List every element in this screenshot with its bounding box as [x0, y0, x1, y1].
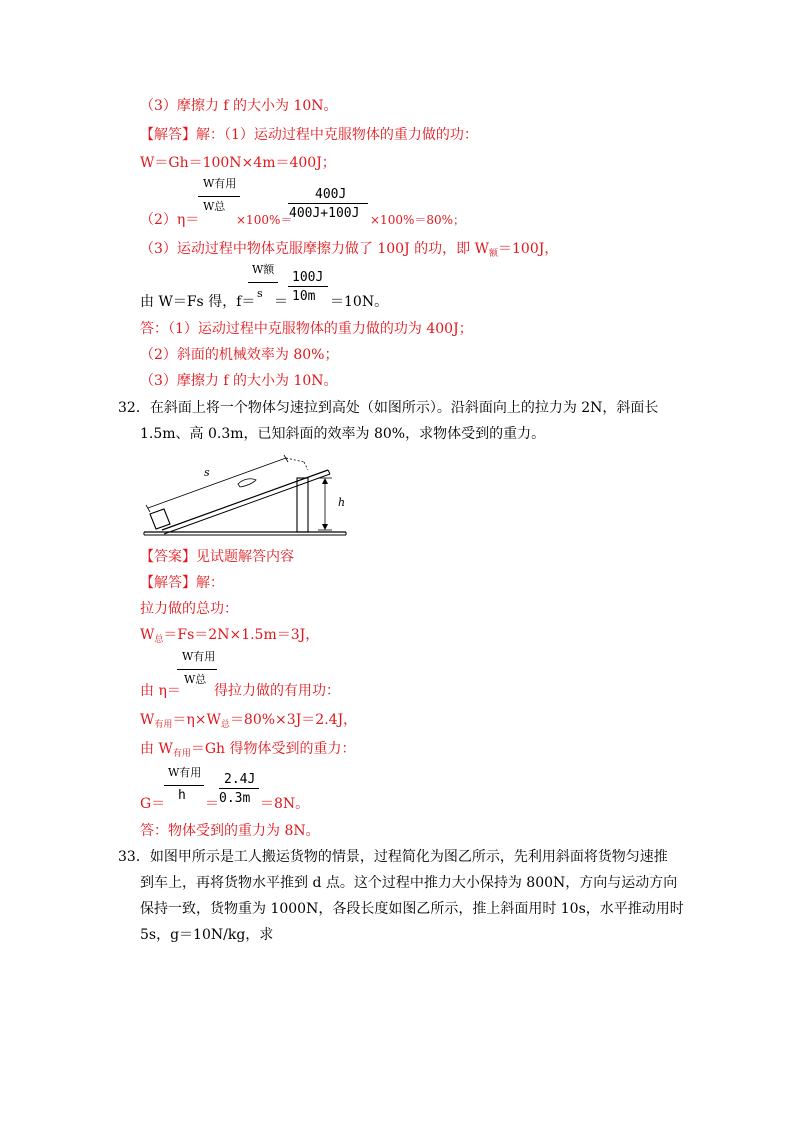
frac-num: W有用 — [168, 766, 202, 779]
efficiency-post: ×100%＝80%； — [370, 213, 466, 227]
q33-text-line3: 保持一致，货物重为 1000N，各段长度如图乙所示，推上斜面用时 10s，水平推动用时 — [140, 901, 684, 917]
frac-den: 400J+100J — [289, 206, 360, 221]
frac-num: 100J — [292, 270, 324, 285]
fraction-bar — [198, 196, 240, 197]
label-h: h — [338, 496, 346, 509]
q32-text-line1: 32．在斜面上将一个物体匀速拉到高处（如图所示）。沿斜面向上的拉力为 2N，斜面长 — [118, 400, 659, 416]
q32-answer: 【答案】见试题解答内容 — [140, 549, 294, 565]
label-s: s — [204, 466, 210, 479]
w-symbol: W — [140, 712, 155, 728]
friction-work-text: （3）运动过程中物体克服摩擦力做了 100J 的功，即 W — [140, 241, 489, 257]
answer-line-1: 答：（1）运动过程中克服物体的重力做的功为 400J； — [140, 321, 473, 337]
fraction-bar — [177, 669, 217, 670]
work-gravity-equation: W＝Gh＝100N×4m＝400J； — [140, 155, 336, 171]
frac-den: s — [257, 287, 263, 300]
q32-final-answer: 答：物体受到的重力为 8N。 — [140, 823, 320, 839]
eta-times-w: ＝η×W — [172, 712, 221, 728]
q33-text-line1: 33．如图甲所示是工人搬运货物的情景，过程简化为图乙所示，先利用斜面将货物匀速推 — [118, 849, 668, 865]
fraction-bar — [248, 282, 278, 283]
q32-step4 — [140, 711, 357, 731]
subscript: 总 — [154, 635, 164, 645]
q32-text-line2: 1.5m、高 0.3m，已知斜面的效率为 80%，求物体受到的重力。 — [140, 426, 546, 442]
useful-work-value: ＝80%×3J＝2.4J， — [229, 712, 358, 728]
friction-eq: ＝ — [274, 294, 288, 310]
frac-num: W有用 — [182, 650, 216, 663]
q32-step5 — [140, 740, 356, 760]
subscript: 额 — [488, 249, 498, 259]
g-prefix: G＝ — [140, 796, 166, 812]
q32-step1: 拉力做的总功： — [140, 601, 238, 617]
fraction-bar — [164, 785, 204, 786]
g-eq: ＝ — [205, 796, 219, 812]
subscript: 总 — [220, 720, 230, 730]
efficiency-prefix: （2）η＝ — [140, 212, 200, 228]
friction-work-value: ＝100J， — [498, 241, 559, 257]
q32-step2 — [140, 626, 319, 646]
frac-den: 0.3m — [219, 791, 251, 806]
w-symbol: W — [140, 627, 155, 643]
subscript: 有用 — [154, 720, 173, 730]
frac-num: 400J — [315, 187, 347, 202]
frac-den: h — [178, 788, 186, 803]
solution-heading: 【解答】解：（1）运动过程中克服物体的重力做的功： — [140, 127, 478, 143]
answer-line-2: （2）斜面的机械效率为 80%； — [140, 347, 339, 363]
friction-work-line — [140, 240, 558, 260]
friction-post: ＝10N。 — [330, 294, 389, 310]
frac-num: W额 — [252, 263, 275, 276]
total-work-value: ＝Fs＝2N×1.5m＝3J， — [163, 627, 320, 643]
fraction-bar — [288, 203, 368, 204]
eta-post: 得拉力做的有用功： — [214, 683, 340, 699]
q33-text-line2: 到车上，再将货物水平推到 d 点。这个过程中推力大小保持为 800N，方向与运动方向 — [140, 875, 678, 891]
fraction-bar — [219, 788, 259, 789]
friction-prefix: 由 W＝Fs 得，f＝ — [140, 294, 256, 310]
fraction-bar — [288, 286, 328, 287]
frac-den: 10m — [292, 289, 316, 304]
frac-den: W总 — [184, 673, 207, 686]
incline-diagram — [140, 450, 350, 538]
q33-text-line4: 5s，g＝10N/kg，求 — [140, 927, 274, 943]
g-post: ＝8N。 — [260, 796, 310, 812]
incline-figure — [140, 450, 350, 538]
subscript: 有用 — [172, 749, 191, 759]
step5-prefix: 由 W — [140, 741, 173, 757]
part3-result-line: （3）摩擦力 f 的大小为 10N。 — [140, 98, 338, 114]
frac-num: 2.4J — [224, 772, 256, 787]
answer-line-3: （3）摩擦力 f 的大小为 10N。 — [140, 373, 338, 389]
eta-prefix: 由 η＝ — [140, 683, 181, 699]
q32-solve-heading: 【解答】解： — [140, 575, 224, 591]
frac-num: W有用 — [203, 177, 237, 190]
efficiency-mid: ×100%＝ — [236, 213, 293, 227]
frac-den: W总 — [203, 200, 226, 213]
step5-text: ＝Gh 得物体受到的重力： — [190, 741, 356, 757]
